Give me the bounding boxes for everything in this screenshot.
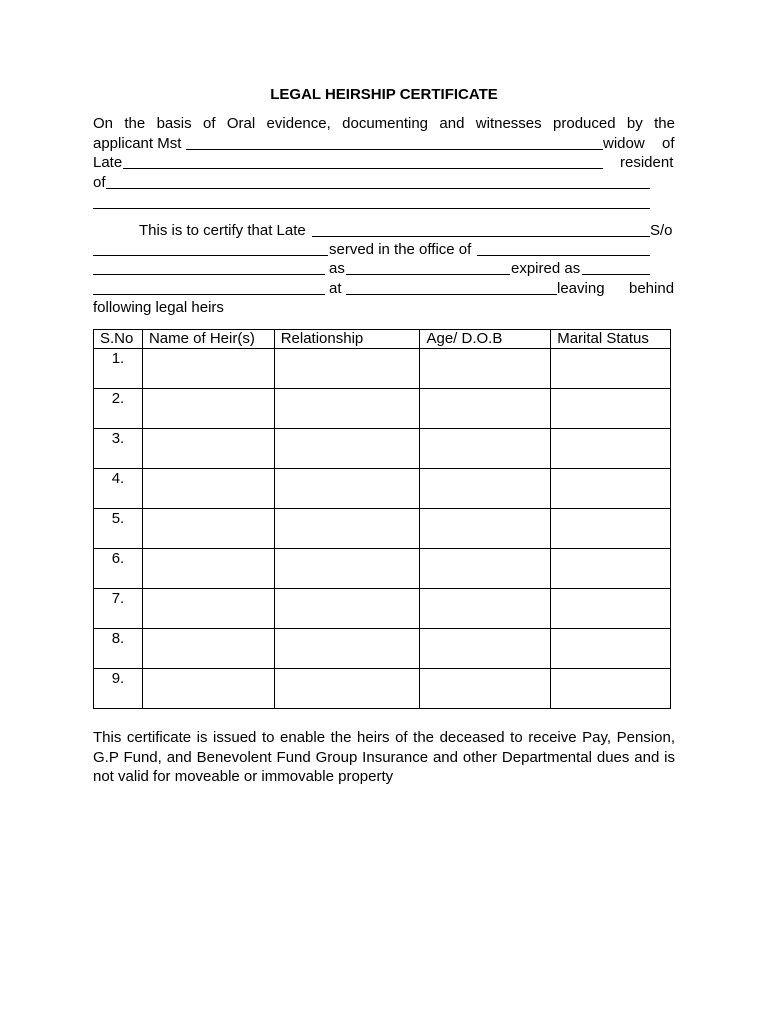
para1-line1-text: On the basis of Oral evidence, documenting and witnesses produced by the (93, 115, 675, 132)
table-header-row (94, 330, 671, 349)
marital-cell[interactable] (551, 549, 671, 589)
expired-info-field[interactable] (93, 279, 325, 295)
sno-cell: 4. (94, 469, 143, 509)
age-cell[interactable] (420, 669, 551, 709)
age-cell[interactable] (420, 389, 551, 429)
name-cell[interactable] (142, 469, 274, 509)
name-cell[interactable] (142, 549, 274, 589)
name-cell[interactable] (142, 389, 274, 429)
marital-cell[interactable] (551, 429, 671, 469)
sno-cell: 9. (94, 669, 143, 709)
expired-date-field[interactable] (582, 259, 650, 275)
sno-cell: 2. (94, 389, 143, 429)
age-cell[interactable] (420, 469, 551, 509)
sno-cell: 5. (94, 509, 143, 549)
name-cell[interactable] (142, 349, 274, 389)
age-cell[interactable] (420, 349, 551, 389)
table-row (94, 349, 671, 389)
table-row (94, 389, 671, 429)
heirs-table (93, 329, 671, 709)
relationship-cell[interactable] (274, 389, 420, 429)
relationship-cell[interactable] (274, 589, 420, 629)
name-cell[interactable] (142, 429, 274, 469)
table-row (94, 669, 671, 709)
office-field-line2[interactable] (93, 259, 325, 275)
marital-cell[interactable] (551, 469, 671, 509)
residence-field-line2[interactable] (93, 193, 650, 209)
name-cell[interactable] (142, 629, 274, 669)
table-row (94, 629, 671, 669)
relationship-cell[interactable] (274, 509, 420, 549)
age-cell[interactable] (420, 589, 551, 629)
name-header: Name of Heir(s) (142, 330, 274, 349)
name-cell[interactable] (142, 589, 274, 629)
as-label: as (329, 260, 345, 277)
widow-label: widow (603, 135, 645, 152)
marital-cell[interactable] (551, 629, 671, 669)
of-label: of (662, 135, 675, 152)
table-row (94, 509, 671, 549)
office-field[interactable] (477, 240, 650, 256)
following-label: following legal heirs (93, 299, 224, 316)
table-row (94, 469, 671, 509)
marital-cell[interactable] (551, 589, 671, 629)
relationship-cell[interactable] (274, 549, 420, 589)
of-resident-label: of (93, 174, 106, 191)
sno-cell: 6. (94, 549, 143, 589)
footer-statement: This certificate is issued to enable the heirs of the deceased to receive Pay, Pension, G.P Fund, and Benevolent Fund Group Insurance and other Departmental dues and is not valid for moveable or immovable property (93, 729, 675, 785)
place-field[interactable] (346, 279, 557, 295)
age-cell[interactable] (420, 549, 551, 589)
name-cell[interactable] (142, 669, 274, 709)
table-row (94, 549, 671, 589)
deceased-name-field[interactable] (312, 221, 650, 237)
para1-line1 (93, 114, 675, 134)
table-row (94, 429, 671, 469)
age-cell[interactable] (420, 629, 551, 669)
applicant-label: applicant Mst (93, 135, 182, 152)
sno-cell: 8. (94, 629, 143, 669)
marital-cell[interactable] (551, 669, 671, 709)
leaving-label: leaving (557, 280, 605, 297)
marital-cell[interactable] (551, 509, 671, 549)
marital-cell[interactable] (551, 349, 671, 389)
late-husband-name-field[interactable] (123, 153, 603, 169)
residence-field[interactable] (106, 173, 650, 189)
age-cell[interactable] (420, 509, 551, 549)
at-label: at (329, 280, 342, 297)
relationship-cell[interactable] (274, 669, 420, 709)
father-name-field[interactable] (93, 240, 328, 256)
document-title: LEGAL HEIRSHIP CERTIFICATE (270, 86, 498, 103)
marital-status-header: Marital Status (551, 330, 671, 349)
table-row (94, 589, 671, 629)
sno-cell: 3. (94, 429, 143, 469)
behind-label: behind (629, 280, 675, 297)
applicant-name-field[interactable] (186, 134, 603, 150)
relationship-cell[interactable] (274, 469, 420, 509)
designation-field[interactable] (346, 259, 510, 275)
son-of-label: S/o (650, 222, 673, 239)
served-label: served in the office of (329, 241, 472, 258)
resident-label: resident (620, 154, 674, 171)
sno-cell: 7. (94, 589, 143, 629)
certify-label: This is to certify that Late (139, 222, 306, 239)
relationship-cell[interactable] (274, 629, 420, 669)
relationship-cell[interactable] (274, 349, 420, 389)
sno-header: S.No (94, 330, 143, 349)
relationship-header: Relationship (274, 330, 420, 349)
marital-cell[interactable] (551, 389, 671, 429)
expired-label: expired as (511, 260, 581, 277)
age-cell[interactable] (420, 429, 551, 469)
late-label: Late (93, 154, 123, 171)
age-dob-header: Age/ D.O.B (420, 330, 551, 349)
name-cell[interactable] (142, 509, 274, 549)
relationship-cell[interactable] (274, 429, 420, 469)
sno-cell: 1. (94, 349, 143, 389)
